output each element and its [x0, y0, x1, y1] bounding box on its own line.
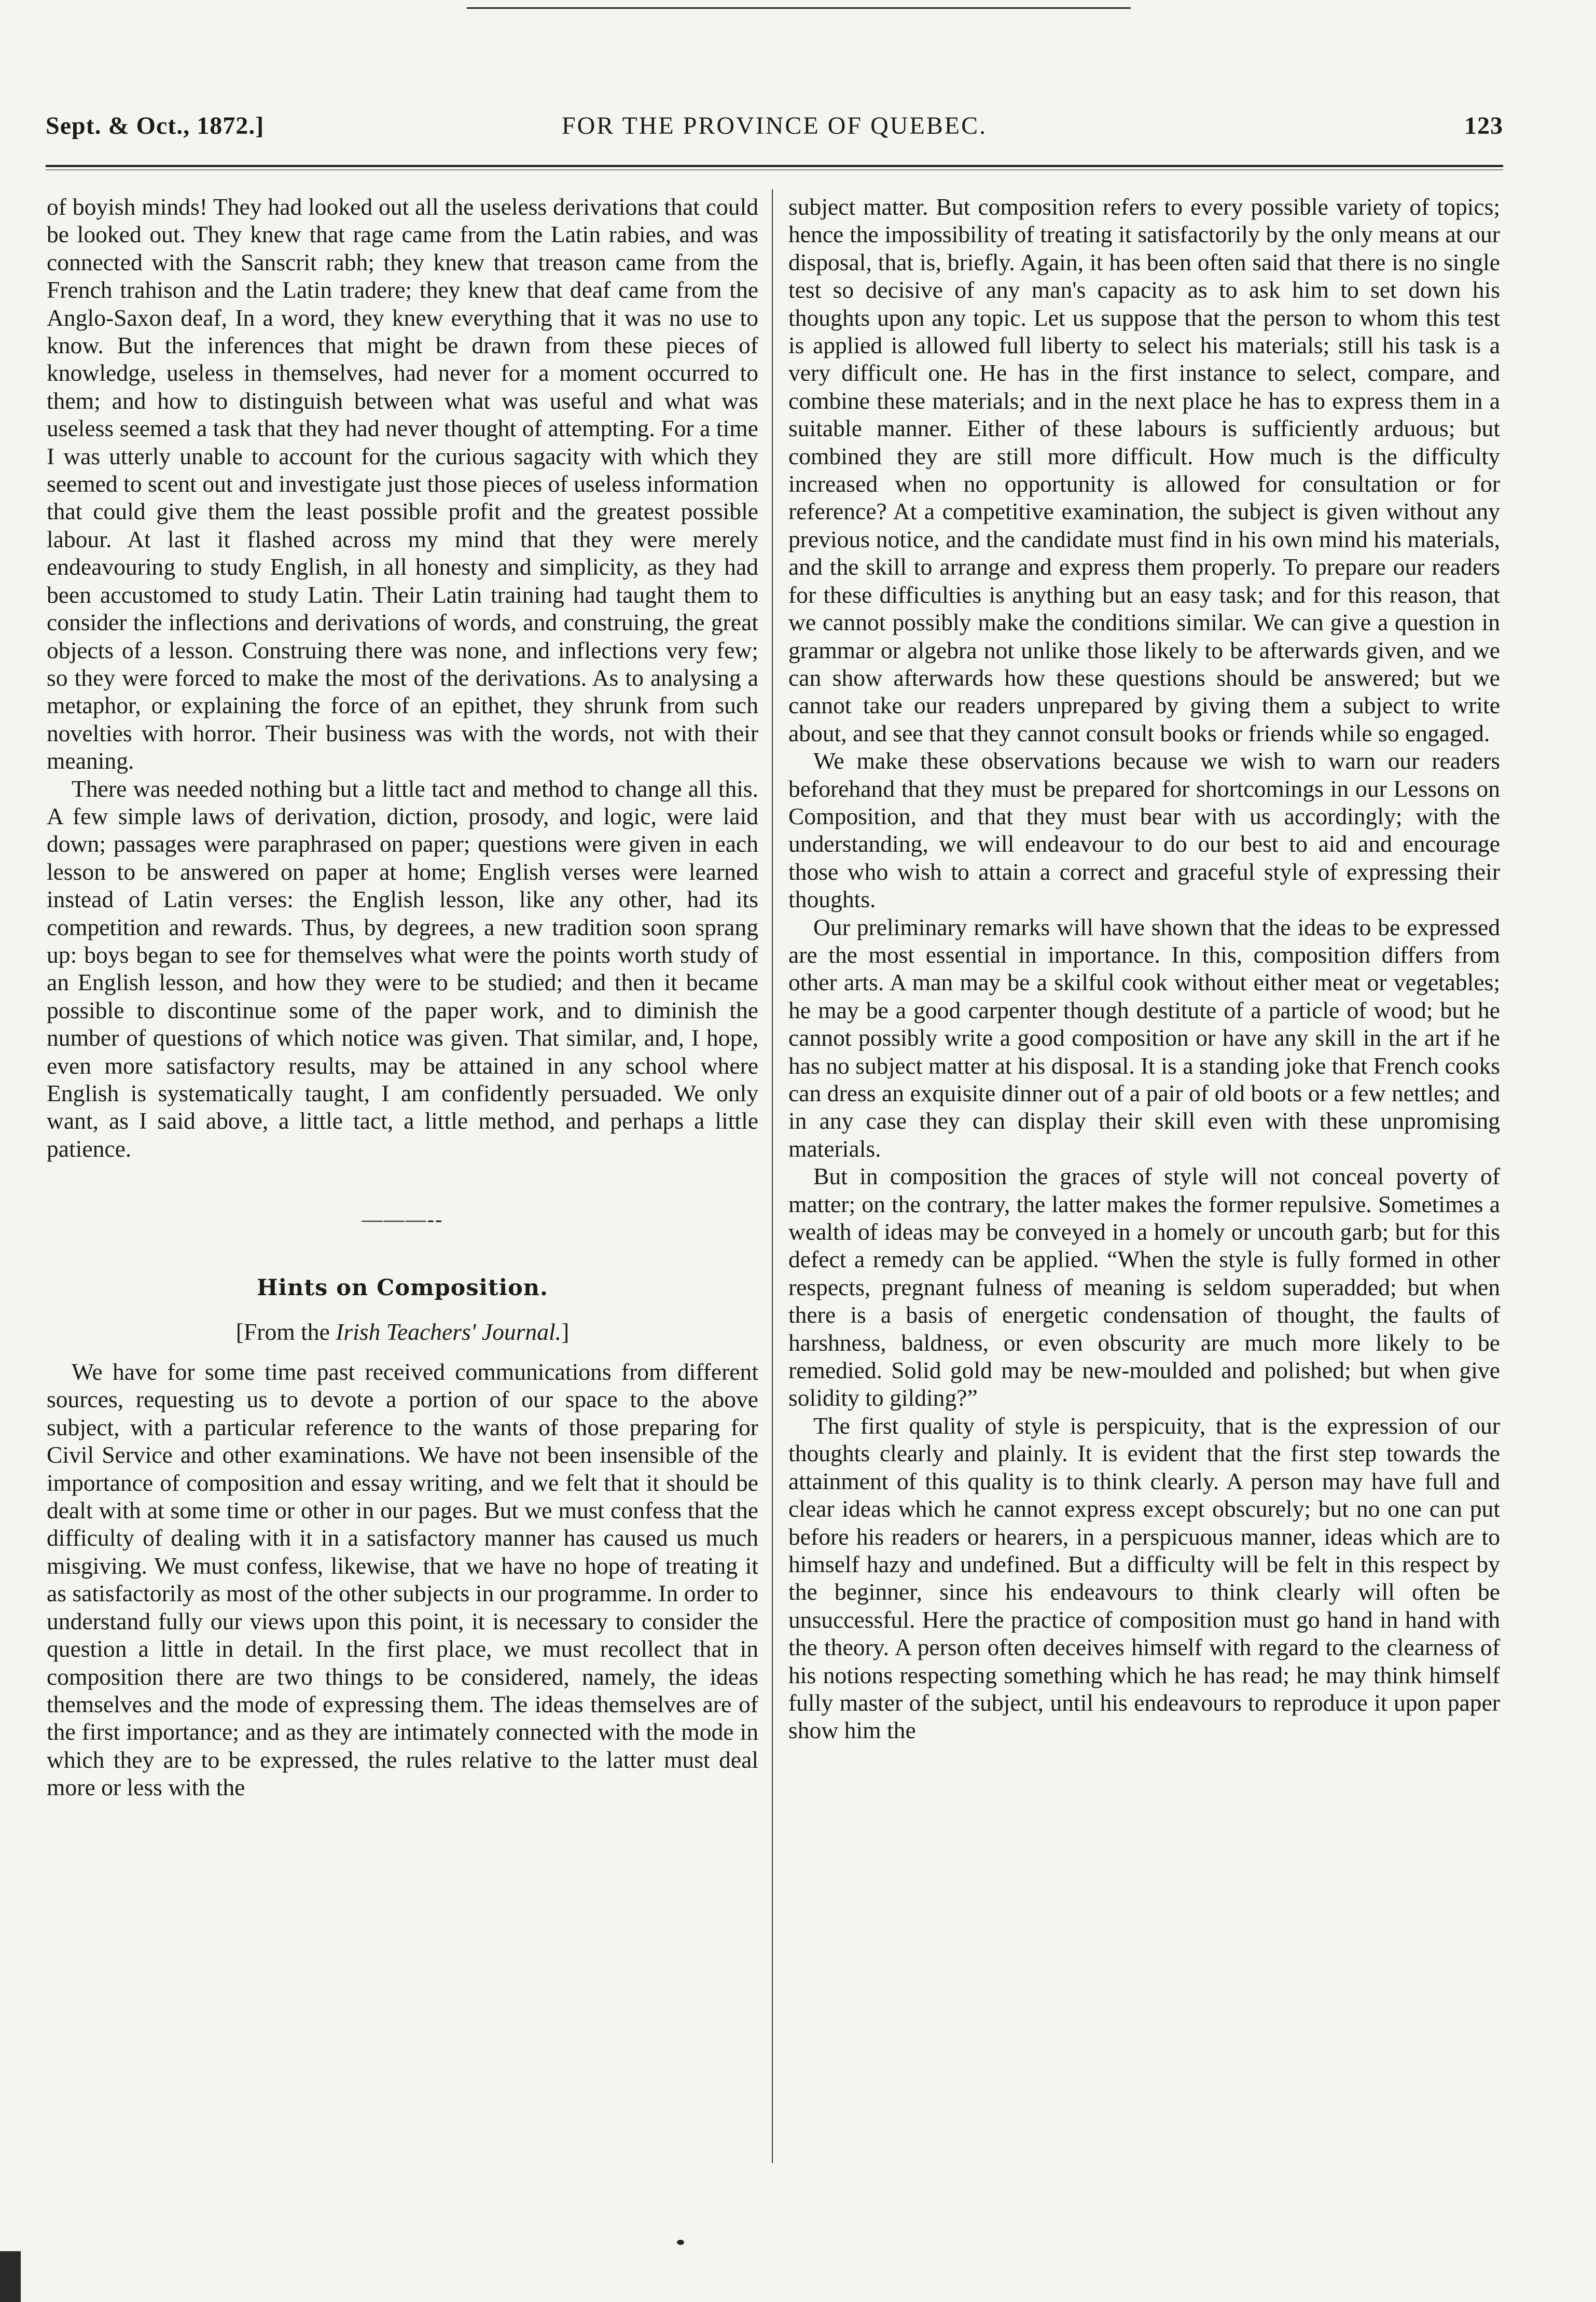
- paragraph: We make these observations because we wish to warn our readers beforehand that they must be prepared for shortcomings in our Lessons on Composition, and that they must bear with us accordingly; with the understanding, we will endeavour to do our best to aid and encourage those who wish to attain a correct and graceful style of expressing their thoughts.: [788, 747, 1500, 913]
- paragraph: The first quality of style is perspicuity, that is the expression of our thoughts clearly and plainly. It is evident that the first step towards the attainment of this quality is to think clearly. A person may have full and clear ideas which he cannot express except obscurely; but no one can put before his readers or hearers, in a perspicuous manner, ideas which are to himself hazy and undefined. But a difficulty will be felt in this respect by the beginner, since his endeavours to think clearly will often be unsuccessful. Here the practice of composition must go hand in hand with the theory. A person often deceives himself with regard to the clearness of his notions respecting something which he has read; he may think himself fully master of the subject, until his endeavours to reproduce it upon paper show him the: [788, 1412, 1500, 1744]
- left-column: [47, 193, 758, 1801]
- ink-mark: [677, 2240, 684, 2245]
- paragraph: Our preliminary remarks will have shown that the ideas to be expressed are the most essential in importance. In this, composition differs from other arts. A man may be a skilful cook without either meat or vegetables; he may be a good carpenter though destitute of a particle of wood; but he cannot possibly write a good composition or have any skill in the art if he has no subject matter at his disposal. It is a standing joke that French cooks can dress an exquisite dinner out of a pair of old boots or a few nettles; and in any case they can display their skill even with these unpromising materials.: [788, 913, 1500, 1162]
- paragraph: of boyish minds! They had looked out all the useless derivations that could be looked out. They knew that rage came from the Latin rabies, and was connected with the Sanscrit rabh; they knew that treason came from the French trahison and the Latin tradere; they knew that deaf came from the Anglo-Saxon deaf, In a word, they knew everything that it was no use to know. But the inferences that might be drawn from these pieces of knowledge, useless in themselves, had never for a moment occurred to them; and how to distinguish between what was useful and what was useless seemed a task that they had never thought of attempting. For a time I was utterly unable to account for the curious sagacity with which they seemed to scent out and investigate just those pieces of useless information that could give them the least possible profit and the greatest possible labour. At last it flashed across my mind that they were merely endeavouring to study English, in all honesty and simplicity, as they had been accustomed to study Latin. Their Latin training had taught them to consider the inflections and derivations of words, and construing, the great objects of a lesson. Construing there was none, and inflections very few; so they were forced to make the most of the derivations. As to analysing a metaphor, or explaining the force of an epithet, they shrunk from such novelties with horror. Their business was with the words, not with their meaning.: [47, 193, 758, 774]
- column-divider: [772, 189, 773, 2163]
- running-header: [46, 112, 1503, 148]
- source-journal: Irish Teachers' Journal.: [336, 1318, 562, 1345]
- page-edge-mark: [0, 2251, 21, 2302]
- section-title: Hints on Composition.: [257, 1275, 548, 1301]
- right-column: [788, 193, 1500, 1744]
- source-prefix: [From the: [235, 1318, 336, 1345]
- header-rule: [46, 165, 1503, 167]
- header-title: FOR THE PROVINCE OF QUEBEC.: [561, 112, 988, 140]
- page-number: 123: [1464, 112, 1503, 140]
- source-attribution: [47, 1318, 758, 1346]
- paragraph: We have for some time past received communications from different sources, requesting us to devote a portion of our space to the above subject, with a particular reference to the wants of those preparing for Civil Service and other examinations. We have not been insensible of the importance of composition and essay writing, and we felt that it should be dealt with at some time or other in our pages. But we must confess that the difficulty of dealing with it in a satisfactory manner has caused us much misgiving. We must confess, likewise, that we have no hope of treating it as satisfactorily as most of the other subjects in our programme. In order to understand fully our views upon this point, it is necessary to consider the question a little in detail. In the first place, we must recollect that in composition there are two things to be considered, namely, the ideas themselves and the mode of expressing them. The ideas themselves are of the first importance; and as they are intimately connected with the mode in which they are to be expressed, the rules relative to the latter must deal more or less with the: [47, 1358, 758, 1801]
- source-suffix: ]: [561, 1318, 570, 1345]
- paragraph: But in composition the graces of style will not conceal poverty of matter; on the contrary, the latter makes the former repulsive. Sometimes a wealth of ideas may be conveyed in a homely or uncouth garb; but for this defect a remedy can be applied. “When the style is fully formed in other respects, pregnant fulness of meaning is seldom superadded; but when there is a basis of energetic condensation of thought, the faults of harshness, baldness, or even obscurity are much more likely to be remedied. Solid gold may be new-moulded and polished; but when give solidity to gilding?”: [788, 1163, 1500, 1411]
- header-date: Sept. & Oct., 1872.]: [46, 112, 265, 140]
- paragraph: There was needed nothing but a little tact and method to change all this. A few simple laws of derivation, diction, prosody, and logic, were laid down; passages were paraphrased on paper; questions were given in each lesson to be answered on paper at home; English verses were learned instead of Latin verses: the English lesson, like any other, had its competition and rewards. Thus, by degrees, a new tradition soon sprang up: boys began to see for themselves what were the points worth study of an English lesson, and how they were to be studied; and then it became possible to discontinue some of the paper work, and to diminish the number of questions of which notice was given. That similar, and, I hope, even more satisfactory results, may be attained in any school where English is systematically taught, I am confidently persuaded. We only want, as I said above, a little tact, a little method, and perhaps a little patience.: [47, 775, 758, 1162]
- section-divider: ———--: [362, 1208, 443, 1231]
- paragraph: subject matter. But composition refers to every possible variety of topics; hence the impossibility of treating it satisfactorily by the only means at our disposal, that is, briefly. Again, it has been often said that there is no single test so decisive of any man's capacity as to ask him to set down his thoughts upon any topic. Let us suppose that the person to whom this test is applied is allowed full liberty to select his materials; still his task is a very difficult one. He has in the first instance to select, compare, and combine these materials; and in the next place he has to express them in a suitable manner. Either of these labours is sufficiently arduous; but combined they are still more difficult. How much is the difficulty increased when no opportunity is allowed for consultation or for reference? At a competitive examination, the subject is given without any previous notice, and the candidate must find in his own mind his materials, and the skill to arrange and express them properly. To prepare our readers for these difficulties is anything but an easy task; and for this reason, that we cannot possibly make the conditions similar. We can give a question in grammar or algebra not unlike those likely to be afterwards given, and we can show afterwards how these questions should be answered; but we cannot take our readers unprepared by giving them a subject to write about, and see that they cannot consult books or friends while so engaged.: [788, 193, 1500, 746]
- top-rule: [467, 7, 1131, 9]
